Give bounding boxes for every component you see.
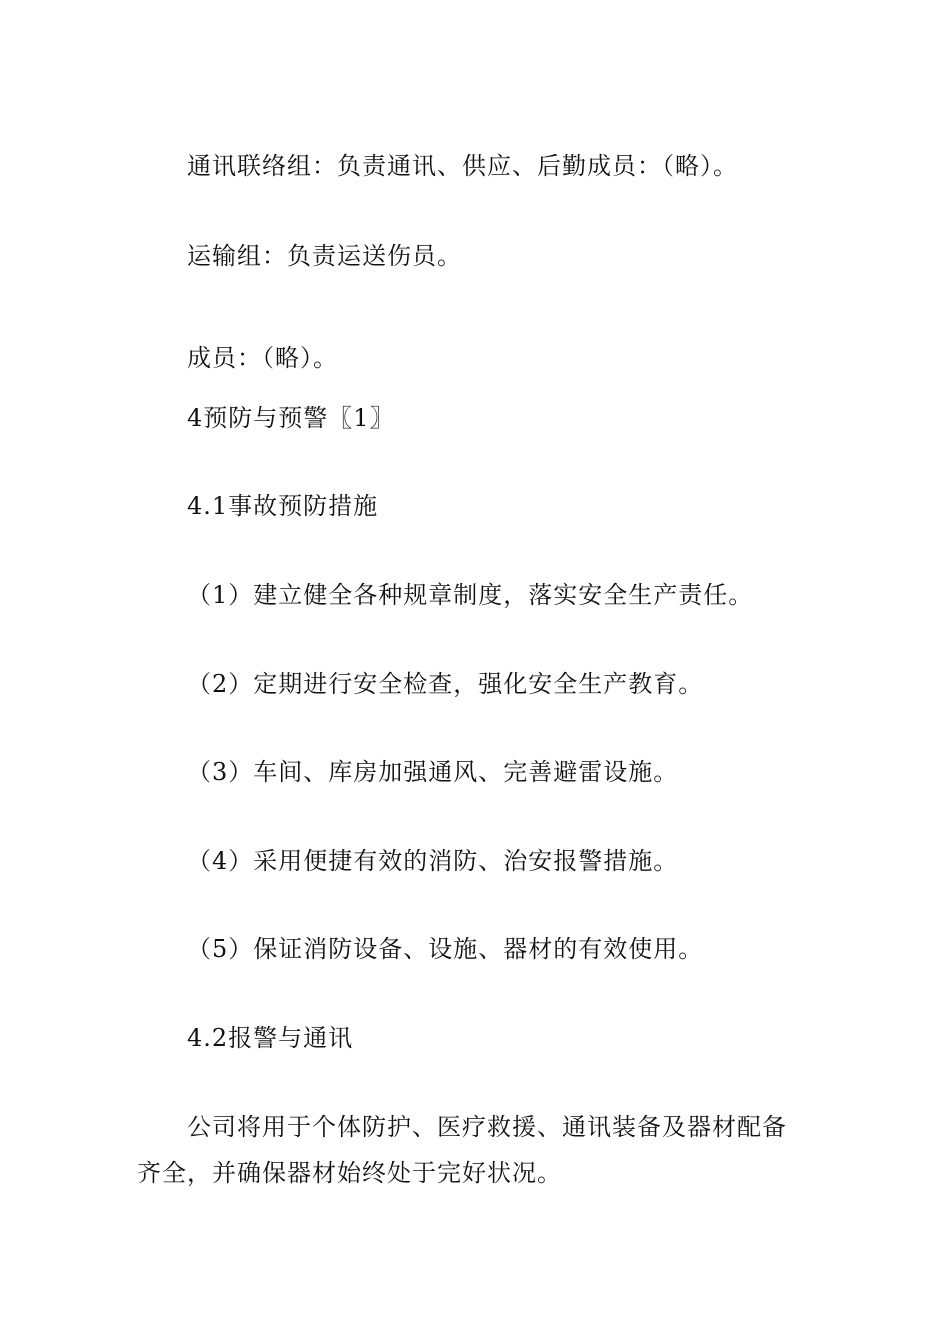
list-item-4: （4）采用便捷有效的消防、治安报警措施。: [187, 847, 679, 875]
subsection-heading-alarm-communication: 4.2报警与通讯: [187, 1024, 354, 1052]
text-line-members: 成员：（略）。: [187, 344, 338, 372]
list-item-2: （2）定期进行安全检查，强化安全生产教育。: [187, 670, 704, 698]
text-line-transport-group: 运输组：负责运送伤员。: [187, 242, 462, 270]
body-paragraph: [137, 1104, 817, 1196]
subsection-heading-accident-prevention: 4.1事故预防措施: [187, 492, 379, 520]
paragraph-line-2: 齐全，并确保器材始终处于完好状况。: [137, 1159, 562, 1187]
paragraph-line-1: 公司将用于个体防护、医疗救援、通讯装备及器材配备: [187, 1113, 787, 1141]
list-item-3: （3）车间、库房加强通风、完善避雷设施。: [187, 758, 679, 786]
section-heading-prevention-warning: 4预防与预警〖1〗: [187, 404, 395, 432]
list-item-1: （1）建立健全各种规章制度，落实安全生产责任。: [187, 581, 754, 609]
list-item-5: （5）保证消防设备、设施、器材的有效使用。: [187, 935, 704, 963]
text-line-communication-group: 通讯联络组：负责通讯、供应、后勤成员：（略）。: [187, 152, 738, 180]
